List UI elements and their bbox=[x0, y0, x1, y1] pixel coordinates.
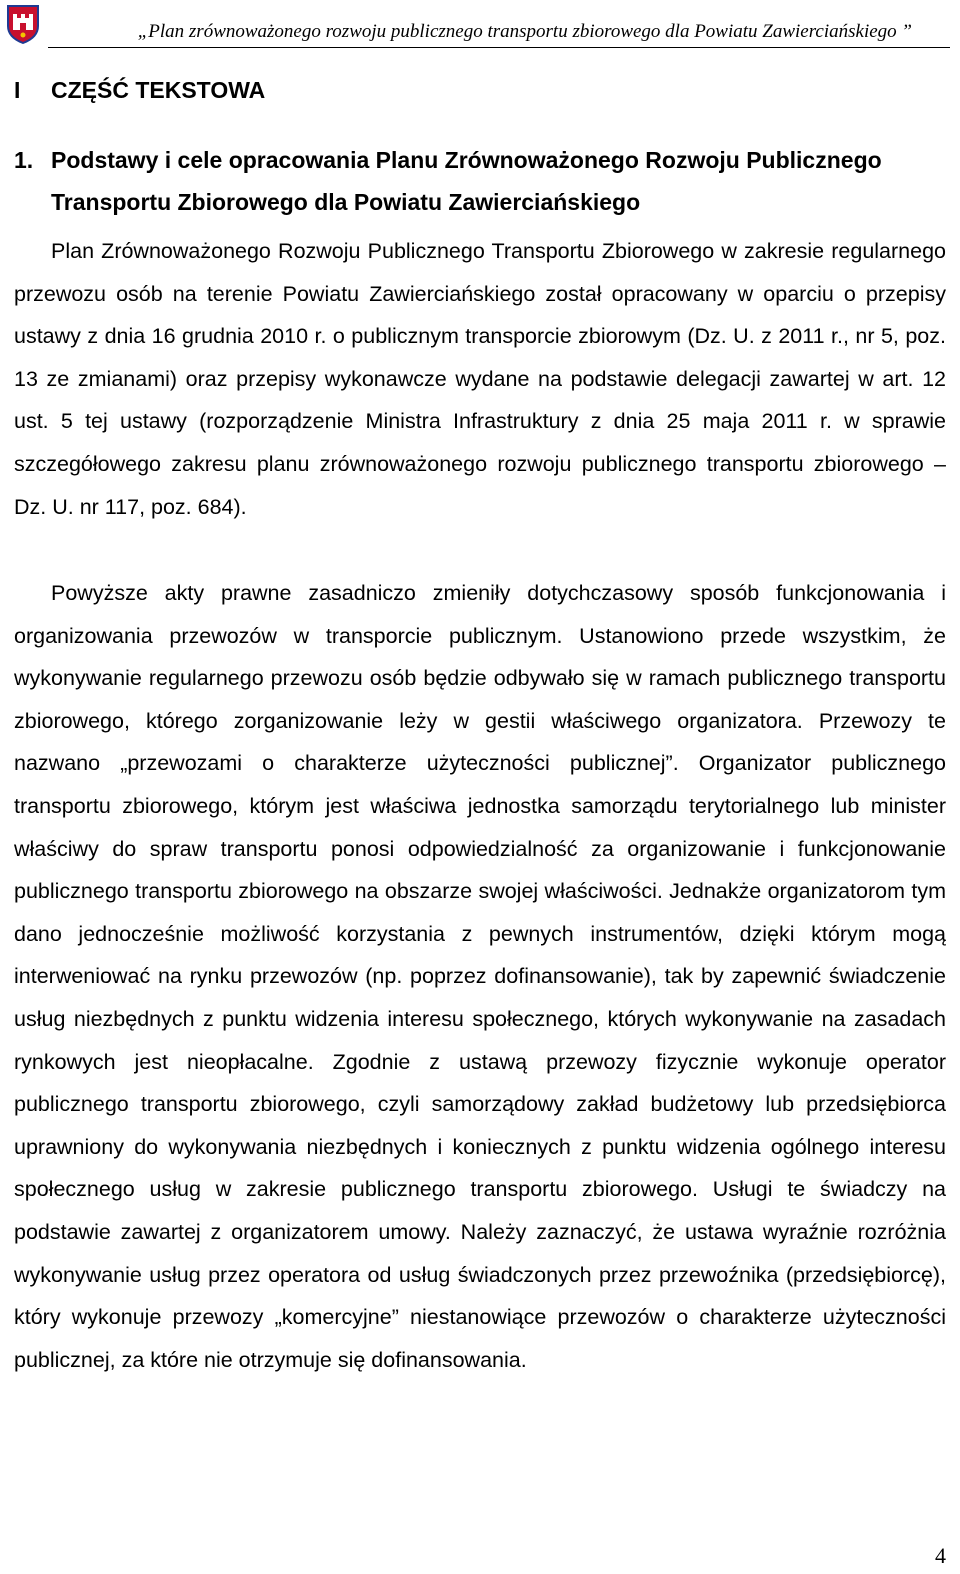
coat-of-arms-icon bbox=[6, 4, 40, 44]
page-number: 4 bbox=[935, 1543, 946, 1568]
header-divider bbox=[48, 47, 950, 48]
section-title: Podstawy i cele opracowania Planu Zrównoważonego Rozwoju Publicznego Transportu Zbiorowego dla Powiatu Zawierciańskiego bbox=[51, 147, 882, 215]
section-number: 1. bbox=[14, 147, 34, 173]
body-paragraph: Powyższe akty prawne zasadniczo zmieniły dotychczasowy sposób funkcjonowania i organizowania przewozów w transporcie publicznym. Ustanowiono przede wszystkim, że wykonywanie regularnego przewozu osób będzie odbywało się w ramach publicznego transportu zbiorowego, którego zorganizowanie leży w gestii właściwego organizatora. Przewozy te nazwano „przewozami o charakterze użyteczności publicznej”. Organizator publicznego transportu zbiorowego, którym jest właściwa jednostka samorządu terytorialnego lub minister właściwy do spraw transportu ponosi odpowiedzialność za organizowanie i funkcjonowanie publicznego transportu zbiorowego na obszarze swojej właściwości. Jednakże organizatorom tym dano jednocześnie możliwość korzystania z pewnych instrumentów, dzięki którym mogą interweniować na rynku przewozów (np. poprzez dofinansowanie), tak by zapewnić świadczenie usług niezbędnych z punktu widzenia interesu społecznego, których wykonywanie na zasadach rynkowych jest nieopłacalne. Zgodnie z ustawą przewozy fizycznie wykonuje operator publicznego transportu zbiorowego, czyli samorządowy zakład budżetowy lub przedsiębiorca uprawniony do wykonywania niezbędnych i koniecznych z punktu widzenia ogólnego interesu społecznego usług w zakresie publicznego transportu zbiorowego. Usługi te świadczy na podstawie zawartej z organizatorem umowy. Należy zaznaczyć, że ustawa wyraźnie rozróżnia wykonywanie usług przez operatora od usług świadczonych przez przewoźnika (przedsiębiorcę), który wykonuje przewozy „komercyjne” niestanowiące przewozów o charakterze użyteczności publicznej, za które nie otrzymuje się dofinansowania. bbox=[14, 581, 946, 1372]
part-number: I bbox=[14, 77, 21, 103]
header-title: „Plan zrównoważonego rozwoju publicznego transportu zbiorowego dla Powiatu Zawierciańskiego ” bbox=[137, 21, 912, 42]
part-title: CZĘŚĆ TEKSTOWA bbox=[51, 77, 266, 103]
part-heading bbox=[14, 75, 265, 105]
section-heading bbox=[14, 139, 954, 223]
page-header bbox=[0, 0, 960, 50]
body-paragraph: Plan Zrównoważonego Rozwoju Publicznego Transportu Zbiorowego w zakresie regularnego przewozu osób na terenie Powiatu Zawierciańskiego został opracowany w oparciu o przepisy ustawy z dnia 16 grudnia 2010 r. o publicznym transporcie zbiorowym (Dz. U. z 2011 r., nr 5, poz. 13 ze zmianami) oraz przepisy wykonawcze wydane na podstawie delegacji zawartej w art. 12 ust. 5 tej ustawy (rozporządzenie Ministra Infrastruktury z dnia 25 maja 2011 r. w sprawie szczegółowego zakresu planu zrównoważonego rozwoju publicznego transportu zbiorowego – Dz. U. nr 117, poz. 684). bbox=[14, 239, 946, 519]
